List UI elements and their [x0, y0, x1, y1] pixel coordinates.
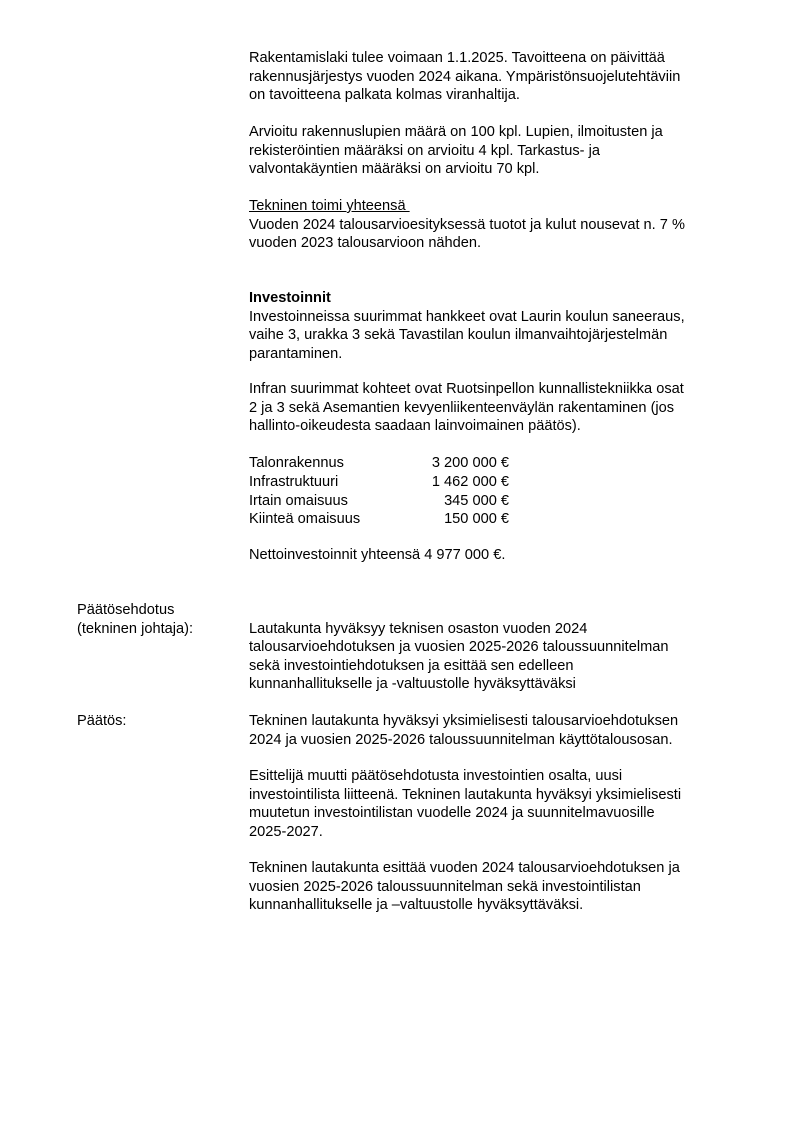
- text-line: 2 ja 3 sekä Asemantien kevyenliikenteenväylän rakentaminen (jos: [249, 399, 675, 416]
- text-line: Vuoden 2024 talousarvioesityksessä tuotot ja kulut nousevat n. 7 %: [249, 216, 685, 233]
- label-line: (tekninen johtaja):: [77, 620, 194, 637]
- presenter-paragraph: [249, 767, 739, 841]
- text-line: rekisteröintien määräksi on arvioitu 4 kpl. Tarkastus- ja: [249, 142, 600, 159]
- text-line: Investoinneissa suurimmat hankkeet ovat Laurin koulun saneeraus,: [249, 308, 685, 325]
- text-line: valvontakäyntien määräksi on arvioitu 70 kpl.: [249, 161, 540, 177]
- final-paragraph: [249, 859, 739, 915]
- technical-total-section: [249, 197, 739, 253]
- text-line: hallinto-oikeudesta saadaan lainvoimainen päätös).: [249, 418, 581, 434]
- text-line: Tekninen lautakunta hyväksyi yksimielisesti talousarvioehdotuksen: [249, 713, 679, 729]
- item-amount: 150 000 €: [444, 511, 509, 528]
- label-line: Päätös:: [77, 713, 127, 729]
- item-amount: 1 462 000 €: [431, 473, 509, 490]
- text-line: Lautakunta hyväksyy teknisen osaston vuoden 2024: [249, 620, 588, 637]
- technical-total-heading: Tekninen toimi yhteensä: [249, 198, 410, 214]
- text-line: Rakentamislaki tulee voimaan 1.1.2025. Tavoitteena on päivittää: [249, 50, 665, 66]
- text-line: muutetun investointilistan vuodelle 2024 ja suunnitelmavuosille: [249, 805, 655, 821]
- text-line: 2025-2027.: [249, 823, 323, 840]
- text-line: Esittelijä muutti päätösehdotusta investointien osalta, uusi: [249, 768, 623, 784]
- table-row: [249, 492, 739, 511]
- item-name: Infrastruktuuri: [249, 473, 339, 490]
- text-line: rakennusjärjestys vuoden 2024 aikana. Ympäristönsuojelutehtäviin: [249, 68, 681, 85]
- text-line: investointilista liitteenä. Tekninen lautakunta hyväksyi yksimielisesti: [249, 786, 682, 803]
- text-line: Tekninen lautakunta esittää vuoden 2024 talousarvioehdotuksen ja: [249, 860, 680, 876]
- table-row: [249, 454, 739, 473]
- item-amount: 345 000 €: [444, 492, 509, 509]
- investment-table: [249, 454, 739, 529]
- decision-text: [249, 712, 739, 749]
- table-row: [249, 510, 739, 529]
- text-line: vaihe 3, urakka 3 sekä Tavastilan koulun ilmanvaihtojärjestelmän: [249, 327, 668, 343]
- text-line: kunnanhallitukselle ja -valtuustolle hyväksyttäväksi: [249, 676, 576, 692]
- net-total-text: Nettoinvestoinnit yhteensä 4 977 000 €.: [249, 547, 506, 563]
- item-amount: 3 200 000 €: [431, 455, 509, 471]
- text-line: 2024 ja vuosien 2025-2026 taloussuunnitelman käyttötalousosan.: [249, 731, 673, 748]
- proposal-label: [77, 601, 193, 638]
- net-investments-total: [249, 546, 739, 565]
- infra-paragraph: [249, 380, 739, 436]
- text-line: Arvioitu rakennuslupien määrä on 100 kpl. Lupien, ilmoitusten ja: [249, 124, 663, 140]
- investments-section: [249, 289, 739, 363]
- text-line: on tavoitteena palkata kolmas viranhaltija.: [249, 87, 520, 103]
- text-line: kunnanhallitukselle ja –valtuustolle hyväksyttäväksi.: [249, 897, 584, 913]
- investments-heading: Investoinnit: [249, 290, 331, 306]
- table-row: [249, 473, 739, 492]
- permits-paragraph: [249, 123, 739, 179]
- item-name: Kiinteä omaisuus: [249, 511, 361, 528]
- intro-paragraph: [249, 49, 739, 105]
- text-line: sekä investointiehdotuksen ja esittää sen edelleen: [249, 657, 574, 674]
- text-line: parantaminen.: [249, 345, 343, 362]
- proposal-text: [249, 620, 739, 694]
- text-line: vuoden 2023 talousarvioon nähden.: [249, 235, 482, 251]
- label-line: Päätösehdotus: [77, 602, 175, 618]
- text-line: Infran suurimmat kohteet ovat Ruotsinpellon kunnallistekniikka osat: [249, 381, 684, 397]
- decision-label: [77, 712, 127, 731]
- item-name: Irtain omaisuus: [249, 492, 348, 509]
- text-line: vuosien 2025-2026 taloussuunnitelman sekä investointilistan: [249, 878, 641, 895]
- text-line: talousarvioehdotuksen ja vuosien 2025-2026 taloussuunnitelman: [249, 639, 669, 655]
- item-name: Talonrakennus: [249, 455, 344, 471]
